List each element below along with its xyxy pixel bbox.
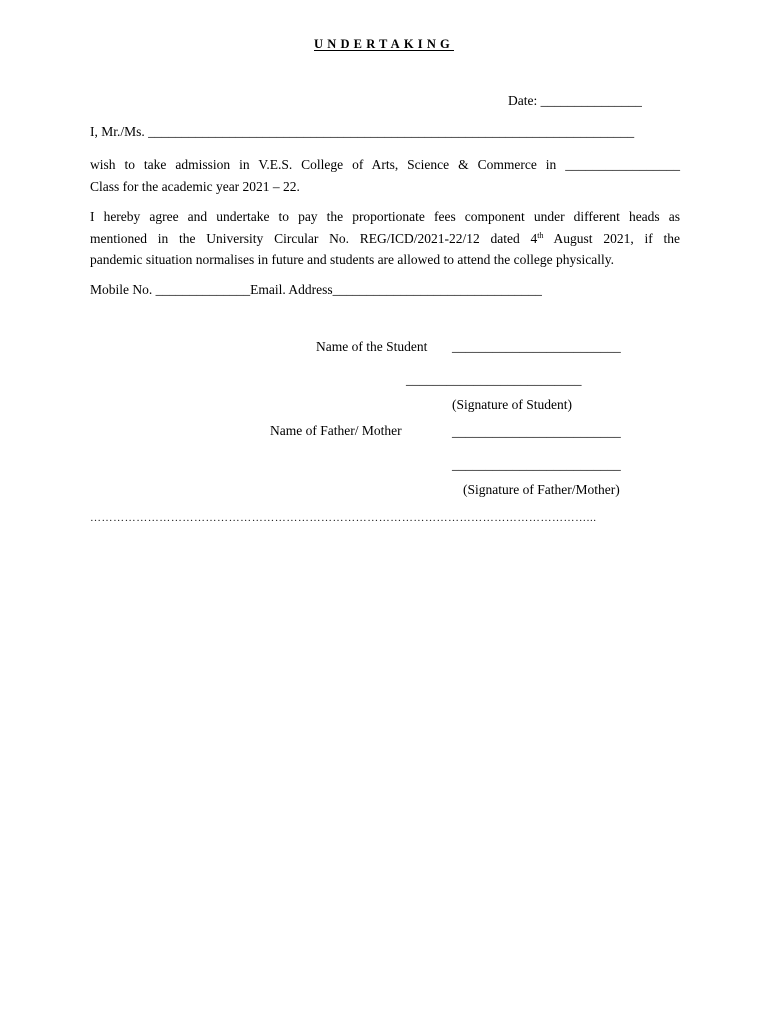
date-field-line: Date: _______________	[508, 93, 642, 108]
agreement-line-1: I hereby agree and undertake to pay the proportionate fees component under different heads as	[90, 209, 680, 224]
agreement-paragraph	[90, 206, 680, 271]
contact-field-line: Mobile No. ______________Email. Address_______________________________	[90, 282, 542, 297]
admission-paragraph	[90, 154, 680, 197]
agreement-line-2-text: mentioned in the University Circular No. REG/ICD/2021-22/12 dated 4	[90, 230, 538, 246]
parent-name-blank: _________________________	[452, 424, 621, 439]
parent-signature-label: (Signature of Father/Mother)	[463, 482, 620, 497]
document-title: UNDERTAKING	[314, 37, 454, 51]
student-name-label: Name of the Student	[316, 339, 428, 354]
student-signature-blank: __________________________	[406, 372, 582, 387]
agreement-line-2-text-end: August 2021, if the	[543, 230, 680, 246]
student-name-blank: _________________________	[452, 339, 621, 354]
parent-name-label: Name of Father/ Mother	[270, 423, 402, 438]
parent-signature-blank: _________________________	[452, 457, 621, 472]
admission-line-2: Class for the academic year 2021 – 22.	[90, 178, 300, 194]
student-signature-label: (Signature of Student)	[452, 397, 572, 412]
date-ordinal-suffix: th	[537, 230, 544, 240]
name-field-line: I, Mr./Ms. ________________________________________________________________________	[90, 124, 635, 139]
agreement-line-2	[90, 228, 680, 250]
dotted-separator: …………………………………………………………………………………………………………………...	[90, 512, 597, 524]
admission-line-1: wish to take admission in V.E.S. College of Arts, Science & Commerce in _________________	[90, 157, 680, 172]
agreement-line-3: pandemic situation normalises in future and students are allowed to attend the college physically.	[90, 252, 614, 267]
